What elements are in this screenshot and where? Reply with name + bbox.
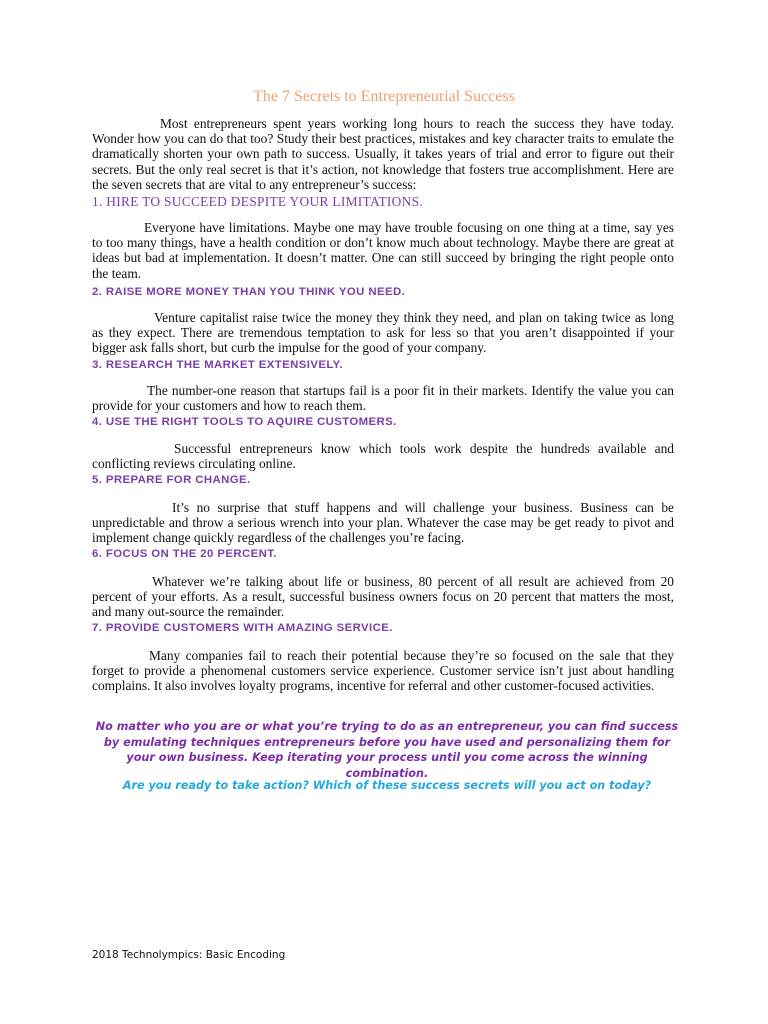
- document-title: The 7 Secrets to Entrepreneurial Success: [253, 88, 515, 105]
- secret-3-heading: 3. RESEARCH THE MARKET EXTENSIVELY.: [92, 359, 343, 371]
- secret-1-text: Everyone have limitations. Maybe one may have trouble focusing on one thing at a time, say yes to too many things, have a health condition or don’t know much about technology. Maybe there are great at ideas but bad at implementation. It doesn’t matter. One can still succeed by bringing the right people onto the team.: [92, 220, 674, 281]
- secret-1-heading: 1. HIRE TO SUCCEED DESPITE YOUR LIMITATIONS.: [92, 194, 424, 209]
- secret-2-text: Venture capitalist raise twice the money they think they need, and plan on taking twice as long as they expect. There are tremendous temptation to ask for less so that you aren’t disappointed if your bigger ask falls short, but curb the impulse for the good of your company.: [92, 310, 674, 356]
- secret-3-text: The number-one reason that startups fail is a poor fit in their markets. Identify the value you can provide for your customers and how to reach them.: [92, 383, 674, 414]
- secret-4-text: Successful entrepreneurs know which tools work despite the hundreds available and conflicting reviews circulating online.: [92, 441, 674, 472]
- secret-2-heading: 2. RAISE MORE MONEY THAN YOU THINK YOU NEED.: [92, 286, 406, 298]
- secret-5-text: It’s no surprise that stuff happens and will challenge your business. Business can be unpredictable and throw a serious wrench into your plan. Whatever the case may be get ready to pivot and implement change quickly regardless of the challenges you’re facing.: [92, 500, 674, 546]
- secret-7-text: Many companies fail to reach their potential because they’re so focused on the sale that they forget to provide a phenomenal customers service experience. Customer service isn’t just about handling complains. It also involves loyalty programs, incentive for referral and other customer-focused activities.: [92, 648, 674, 694]
- secret-6-heading: 6. FOCUS ON THE 20 PERCENT.: [92, 548, 277, 560]
- call-to-action: Are you ready to take action? Which of these success secrets will you act on today?: [122, 779, 652, 792]
- page-footer: 2018 Technolympics: Basic Encoding: [92, 949, 286, 961]
- secret-7-heading: 7. PROVIDE CUSTOMERS WITH AMAZING SERVICE.: [92, 622, 393, 634]
- intro-paragraph: Most entrepreneurs spent years working long hours to reach the success they have today. Wonder how you can do that too? Study their best practices, mistakes and key character traits to emulate the dramatically shorten your own path to success. Usually, it takes years of trial and error to figure out their secrets. But the only real secret is that it’s action, not knowledge that fosters true accomplishment. Here are the seven secrets that are vital to any entrepreneur’s success:: [92, 116, 674, 192]
- secret-6-text: Whatever we’re talking about life or business, 80 percent of all result are achieved from 20 percent of your efforts. As a result, successful business owners focus on 20 percent that matters the most, and many out-source the remainder.: [92, 574, 674, 620]
- closing-statement: No matter who you are or what you’re trying to do as an entrepreneur, you can find success by emulating techniques entrepreneurs before you have used and personalizing them for your own business. Keep iterating your process until you come across the winning combination.: [95, 720, 679, 780]
- secret-4-heading: 4. USE THE RIGHT TOOLS TO AQUIRE CUSTOMERS.: [92, 416, 397, 428]
- secret-5-heading: 5. PREPARE FOR CHANGE.: [92, 474, 251, 486]
